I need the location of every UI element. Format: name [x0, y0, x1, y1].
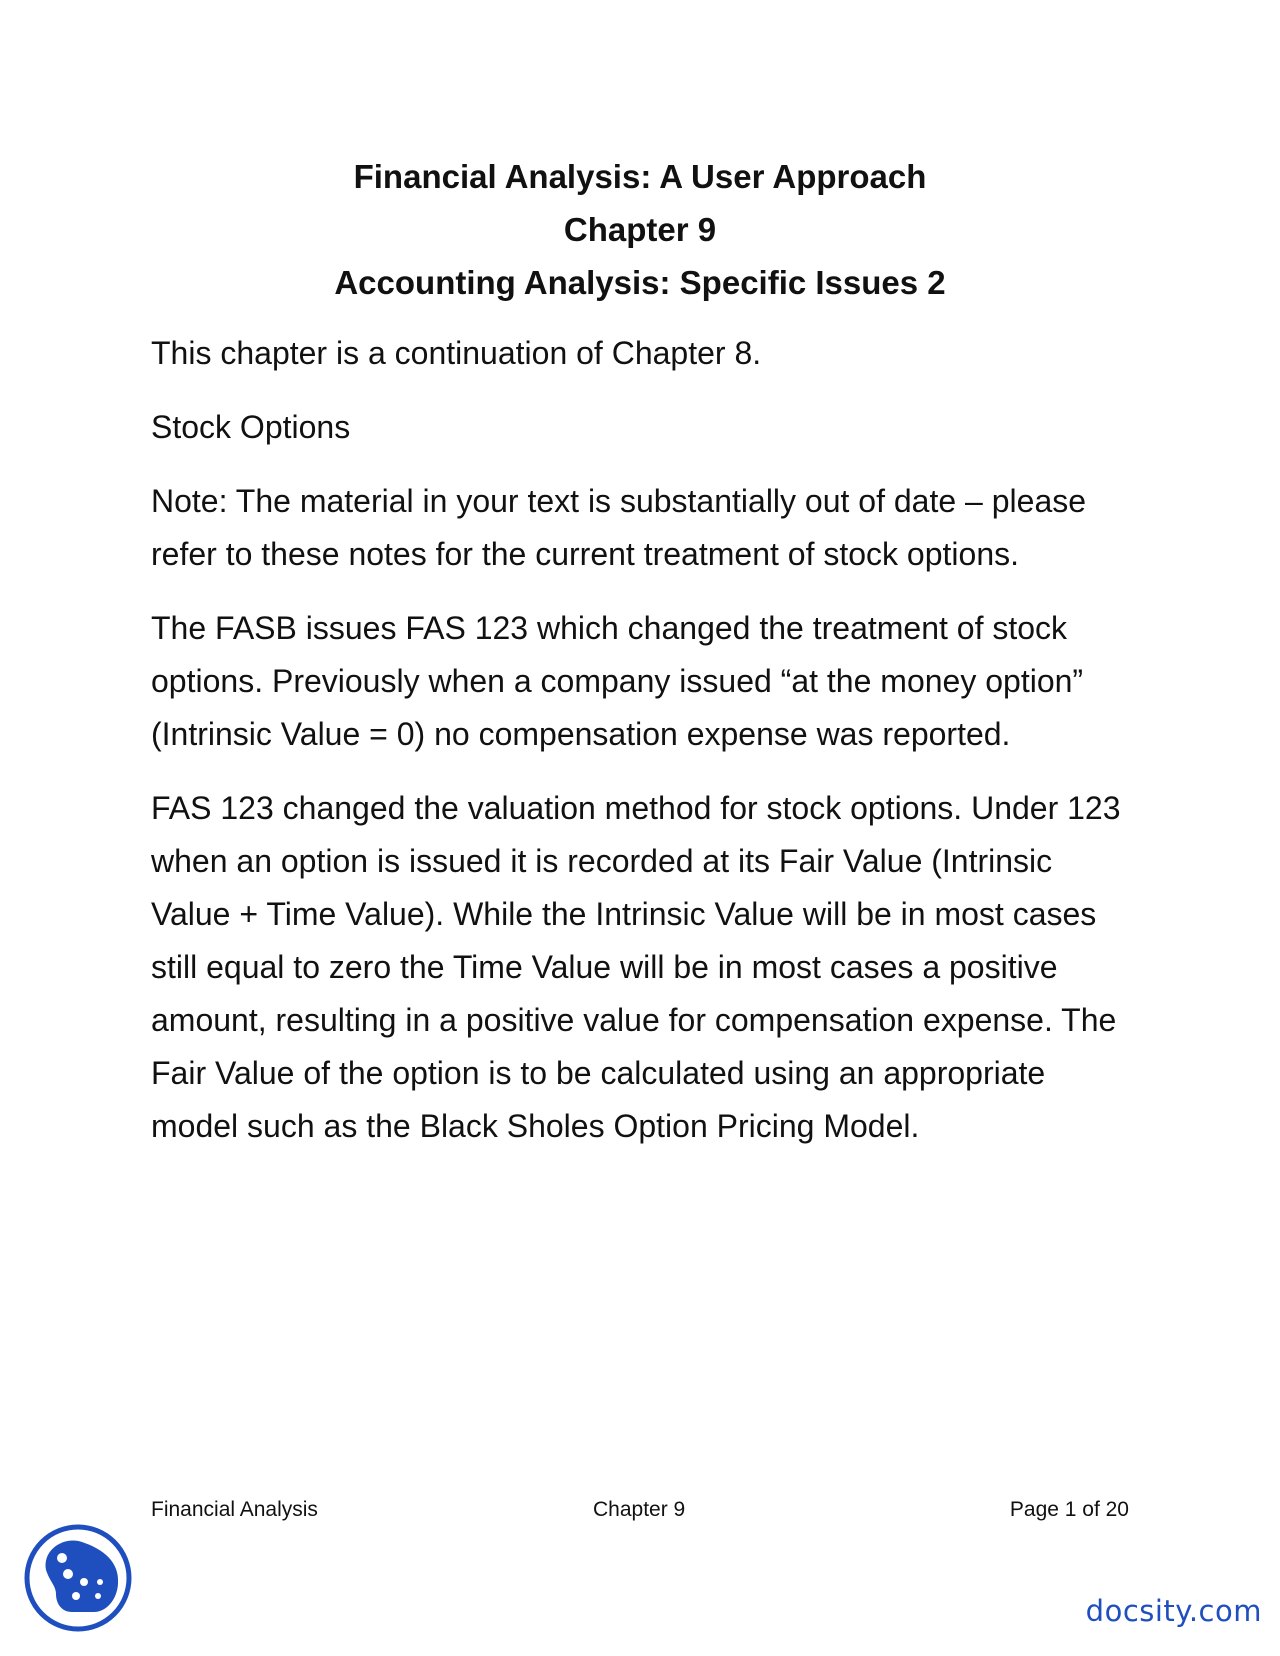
note-paragraph: Note: The material in your text is substantially out of date – please refer to these notes for the current treatment of stock options. — [151, 483, 1087, 572]
chapter-number: Chapter 9 — [563, 211, 717, 248]
footer-center-text: Chapter 9 — [593, 1498, 686, 1521]
title-block — [0, 150, 1280, 309]
docsity-brand-text[interactable]: docsity.com — [1085, 1594, 1262, 1628]
intro-paragraph: This chapter is a continuation of Chapter 8. — [151, 335, 762, 371]
chapter-subtitle: Accounting Analysis: Specific Issues 2 — [334, 264, 946, 301]
footer-left-text: Financial Analysis — [151, 1498, 318, 1521]
page-footer — [151, 1498, 1129, 1528]
fas123-history-paragraph: The FASB issues FAS 123 which changed the treatment of stock options. Previously when a company issued “at the money option” (Intrinsic Value = 0) no compensation expense was reported. — [151, 610, 1084, 752]
section-heading-stock-options: Stock Options — [151, 409, 351, 445]
document-title: Financial Analysis: A User Approach — [353, 158, 927, 195]
fas123-valuation-paragraph: FAS 123 changed the valuation method for stock options. Under 123 when an option is issued it is recorded at its Fair Value (Intrinsic Value + Time Value). While the Intrinsic Value will be in most cases still equal to zero the Time Value will be in most cases a positive amount, resulting in a positive value for compensation expense. The Fair Value of the option is to be calculated using an appropriate model such as the Black Sholes Option Pricing Model. — [151, 790, 1121, 1144]
docsity-logo-icon — [22, 1520, 134, 1636]
footer-page-number: Page 1 of 20 — [1009, 1498, 1129, 1521]
document-body — [151, 327, 1131, 1174]
